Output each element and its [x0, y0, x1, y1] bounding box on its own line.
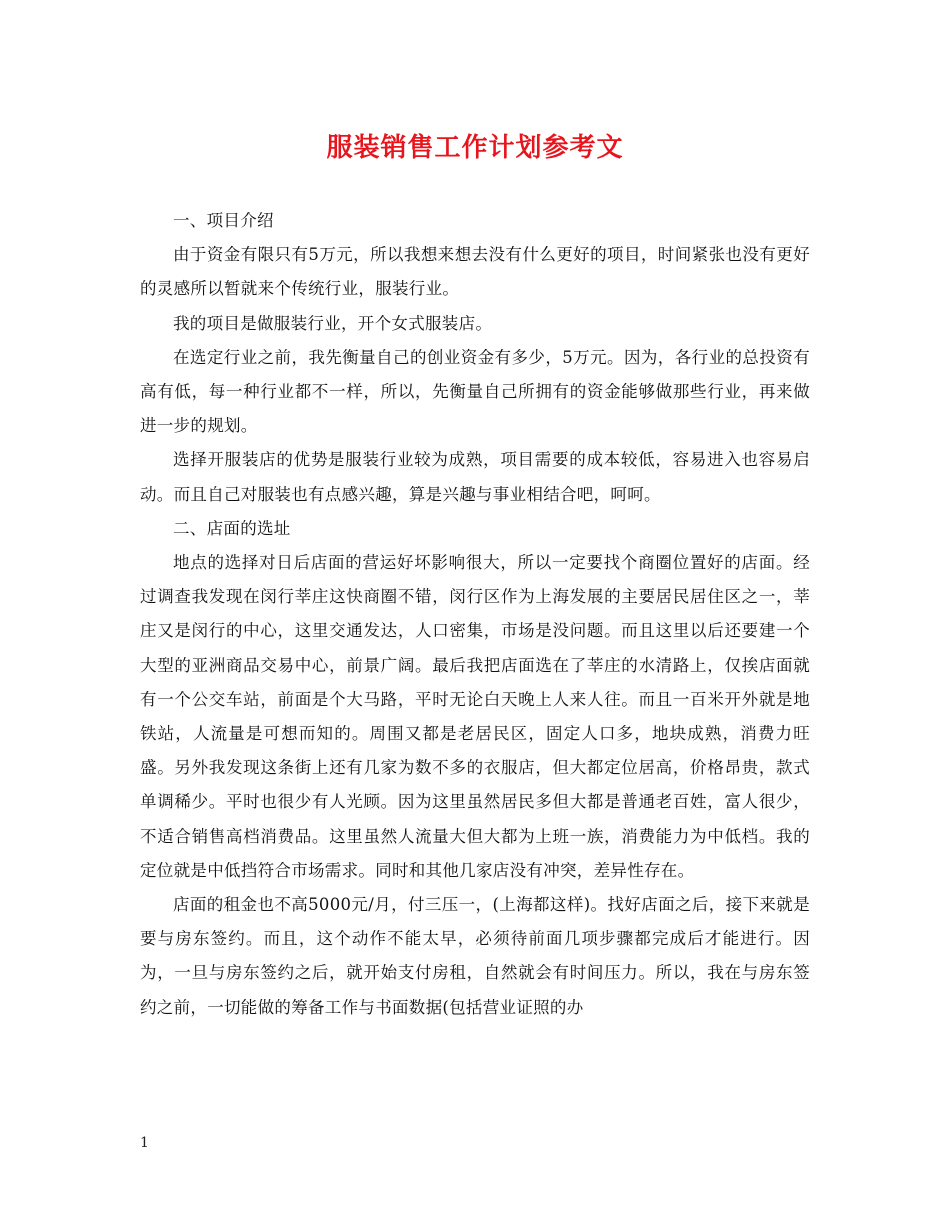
paragraph: 地点的选择对日后店面的营运好坏影响很大，所以一定要找个商圈位置好的店面。经过调查我发现在闵行莘庄这快商圈不错，闵行区作为上海发展的主要居民居住区之一，莘庄又是闵行的中心，这里交通发达，人口密集，市场是没问题。而且这里以后还要建一个大型的亚洲商品交易中心，前景广阔。最后我把店面选在了莘庄的水清路上，仅挨店面就有一个公交车站，前面是个大马路，平时无论白天晚上人来人往。而且一百米开外就是地铁站，人流量是可想而知的。周围又都是老居民区，固定人口多，地块成熟，消费力旺盛。另外我发现这条街上还有几家为数不多的衣服店，但大都定位居高，价格昂贵，款式单调稀少。平时也很少有人光顾。因为这里虽然居民多但大都是普通老百姓，富人很少，不适合销售高档消费品。这里虽然人流量大但大都为上班一族，消费能力为中低档。我的定位就是中低挡符合市场需求。同时和其他几家店没有冲突，差异性存在。 [140, 553, 810, 880]
document-title: 服装销售工作计划参考文 [326, 133, 624, 163]
paragraph: 在选定行业之前，我先衡量自己的创业资金有多少，5万元。因为，各行业的总投资有高有低，每一种行业都不一样，所以，先衡量自己所拥有的资金能够做那些行业，再来做进一步的规划。 [140, 347, 810, 436]
page-number: 1 [140, 1135, 149, 1151]
document-body [140, 204, 810, 1025]
paragraph: 店面的租金也不高5000元/月，付三压一，(上海都这样)。找好店面之后，接下来就是要与房东签约。而且，这个动作不能太早，必须待前面几项步骤都完成后才能进行。因为，一旦与房东签约之后，就开始支付房租，自然就会有时间压力。所以，我在与房东签约之前，一切能做的筹备工作与书面数据(包括营业证照的办 [140, 895, 810, 1017]
paragraph: 选择开服装店的优势是服装行业较为成熟，项目需要的成本较低，容易进入也容易启动。而且自己对服装也有点感兴趣，算是兴趣与事业相结合吧，呵呵。 [140, 450, 810, 504]
section-heading-project-intro: 一、项目介绍 [173, 211, 274, 230]
section-heading-store-location: 二、店面的选址 [173, 518, 291, 538]
paragraph: 我的项目是做服装行业，开个女式服装店。 [173, 313, 493, 333]
paragraph: 由于资金有限只有5万元，所以我想来想去没有什么更好的项目，时间紧张也没有更好的灵感所以暂就来个传统行业，服装行业。 [140, 245, 810, 299]
